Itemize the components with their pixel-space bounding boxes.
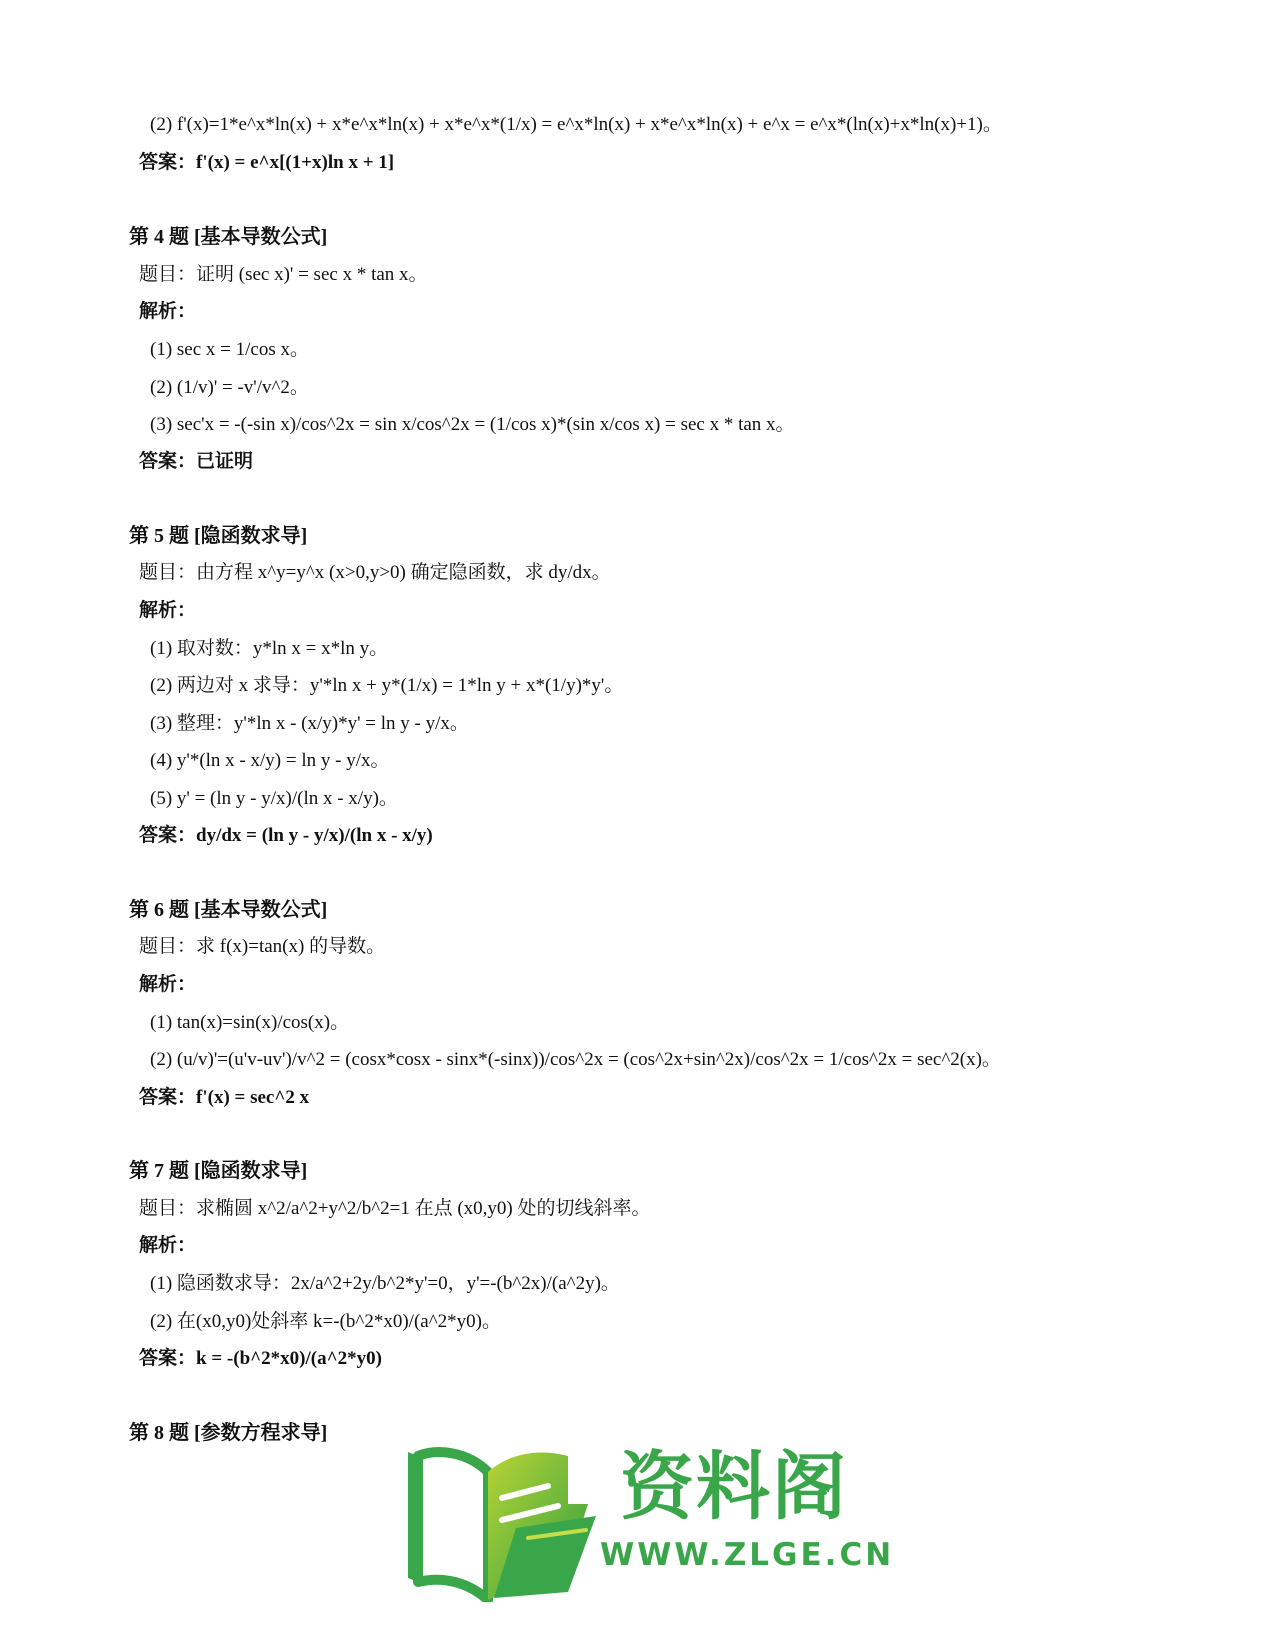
- q5-answer-label: 答案：: [139, 825, 197, 846]
- q6-step-2: (2) (u/v)'=(u'v-uv')/v^2 = (cosx*cosx - sinx*(-sinx))/cos^2x = (cos^2x+sin^2x)/cos^2x = 1/cos^2x = sec^2(x)。: [150, 1049, 1001, 1070]
- q4-problem: 题目：证明 (sec x)' = sec x * tan x。: [139, 264, 428, 285]
- q5-step-2: (2) 两边对 x 求导：y'*ln x + y*(1/x) = 1*ln y + x*(1/y)*y'。: [150, 675, 624, 696]
- q4-step-1: (1) sec x = 1/cos x。: [150, 339, 309, 360]
- q6-step-1: (1) tan(x)=sin(x)/cos(x)。: [150, 1012, 350, 1033]
- q3-step-2: (2) f'(x)=1*e^x*ln(x) + x*e^x*ln(x) + x*e^x*(1/x) = e^x*ln(x) + x*e^x*ln(x) + e^x = e^x*(ln(x)+x*ln(x)+1)。: [150, 114, 1002, 135]
- q6-answer: [139, 1086, 309, 1110]
- q7-answer-value: k = -(b^2*x0)/(a^2*y0): [196, 1348, 382, 1369]
- q7-answer-label: 答案：: [139, 1348, 197, 1369]
- q7-step-2: (2) 在(x0,y0)处斜率 k=-(b^2*x0)/(a^2*y0)。: [150, 1311, 501, 1332]
- q6-analysis-label: 解析：: [139, 974, 197, 995]
- q4-step-3: (3) sec'x = -(-sin x)/cos^2x = sin x/cos^2x = (1/cos x)*(sin x/cos x) = sec x * tan x。: [150, 414, 795, 435]
- q5-problem: 题目：由方程 x^y=y^x (x>0,y>0) 确定隐函数，求 dy/dx。: [139, 562, 611, 583]
- q5-step-1: (1) 取对数：y*ln x = x*ln y。: [150, 638, 389, 659]
- q4-step-2: (2) (1/v)' = -v'/v^2。: [150, 377, 309, 398]
- q3-answer-value: f'(x) = e^x[(1+x)ln x + 1]: [196, 152, 395, 173]
- q5-answer: [139, 824, 433, 848]
- q3-answer: [139, 151, 394, 175]
- q7-step-1: (1) 隐函数求导：2x/a^2+2y/b^2*y'=0，y'=-(b^2x)/(a^2y)。: [150, 1273, 620, 1294]
- q4-answer: [139, 450, 253, 474]
- q4-heading: 第 4 题 [基本导数公式]: [129, 226, 328, 248]
- q7-problem: 题目：求椭圆 x^2/a^2+y^2/b^2=1 在点 (x0,y0) 处的切线斜率。: [139, 1198, 651, 1219]
- q4-answer-label: 答案：: [139, 451, 197, 472]
- q5-step-5: (5) y' = (ln y - y/x)/(ln x - x/y)。: [150, 788, 398, 809]
- q5-analysis-label: 解析：: [139, 600, 197, 621]
- q4-answer-value: 已证明: [196, 451, 254, 472]
- watermark-name: 资料阁: [620, 1444, 848, 1530]
- q6-answer-label: 答案：: [139, 1087, 197, 1108]
- q6-answer-value: f'(x) = sec^2 x: [196, 1087, 310, 1108]
- q6-heading: 第 6 题 [基本导数公式]: [129, 899, 328, 921]
- q7-heading: 第 7 题 [隐函数求导]: [129, 1160, 308, 1182]
- watermark-url: WWW.ZLGE.CN: [600, 1537, 895, 1573]
- q5-step-3: (3) 整理：y'*ln x - (x/y)*y' = ln y - y/x。: [150, 713, 469, 734]
- q7-analysis-label: 解析：: [139, 1235, 197, 1256]
- q8-heading: 第 8 题 [参数方程求导]: [129, 1422, 328, 1444]
- q4-analysis-label: 解析：: [139, 301, 197, 322]
- q7-answer: [139, 1347, 382, 1371]
- open-book-icon: [398, 1442, 598, 1602]
- q5-step-4: (4) y'*(ln x - x/y) = ln y - y/x。: [150, 750, 390, 771]
- q3-answer-label: 答案：: [139, 152, 197, 173]
- watermark-logo: [398, 1442, 895, 1612]
- q5-answer-value: dy/dx = (ln y - y/x)/(ln x - x/y): [196, 825, 433, 846]
- q6-problem: 题目：求 f(x)=tan(x) 的导数。: [139, 936, 386, 957]
- q5-heading: 第 5 题 [隐函数求导]: [129, 525, 308, 547]
